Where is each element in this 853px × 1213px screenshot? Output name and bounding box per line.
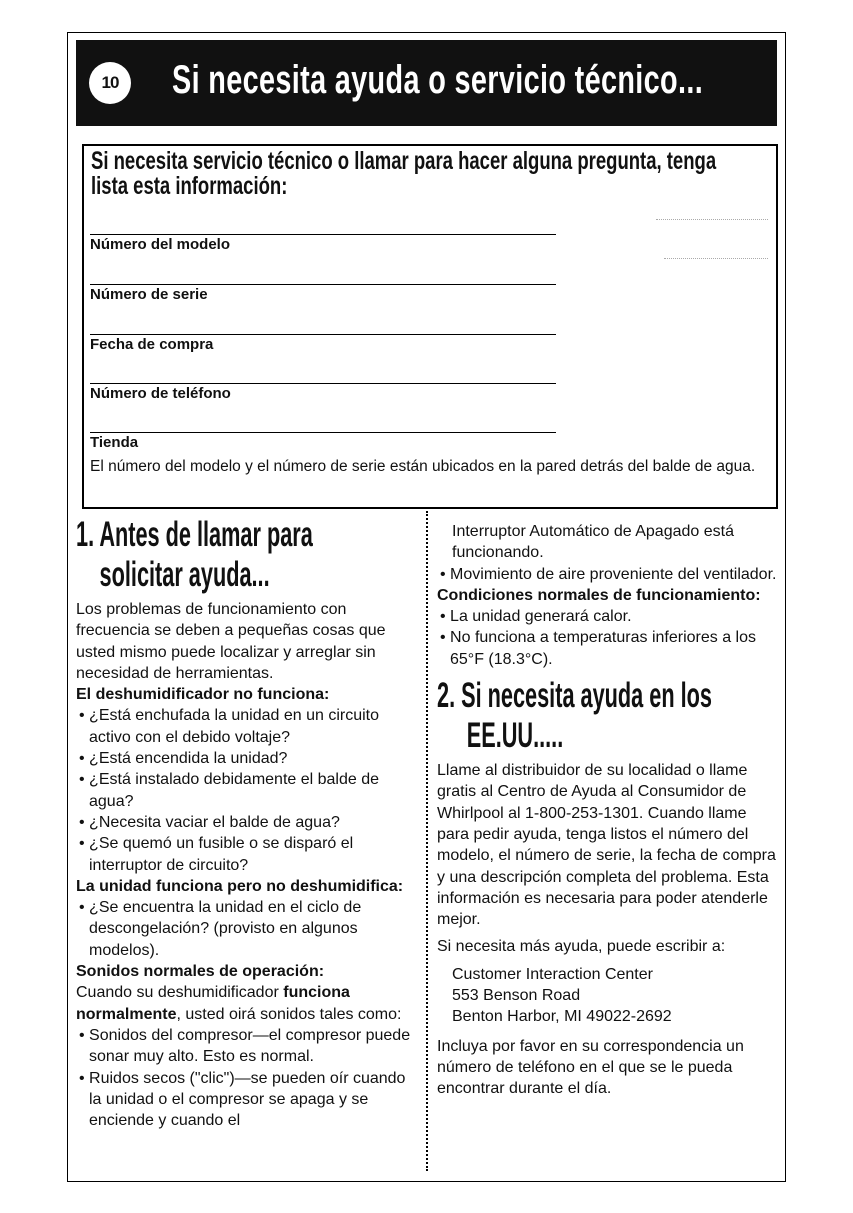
left-column <box>76 515 416 1131</box>
subheading-no-deshumidifica: La unidad funciona pero no deshumidifica: <box>76 877 404 895</box>
list-item: • No funciona a temperaturas inferiores a los 65°F (18.3°C). <box>440 629 756 668</box>
subheading-condiciones: Condiciones normales de funcionamiento: <box>437 586 761 604</box>
address-line: Benton Harbor, MI 49022-2692 <box>452 1008 672 1026</box>
info-box-heading: Si necesita servicio técnico o llamar para hacer alguna pregunta, tenga lista esta información: <box>91 147 717 200</box>
field-label: Fecha de compra <box>90 336 214 353</box>
section1-intro: Los problemas de funcionamiento con frecuencia se deben a pequeñas cosas que usted mismo puede localizar y arreglar sin necesidad de herramientas. <box>76 601 386 682</box>
scan-speckle <box>656 219 768 220</box>
list-item: • ¿Está instalado debidamente el balde de agua? <box>79 771 380 810</box>
write-intro: Si necesita más ayuda, puede escribir a: <box>437 938 726 956</box>
closing-text: Incluya por favor en su correspondencia un número de teléfono en el que se le pueda encontrar durante el día. <box>437 1037 744 1098</box>
section2-title-line2: EE.UU..... <box>466 716 564 756</box>
sonidos-paragraph <box>76 982 416 1025</box>
list-item: • ¿Está enchufada la unidad en un circuito activo con el debido voltaje? <box>79 707 380 746</box>
store-field <box>90 432 556 451</box>
list-item: • ¿Se encuentra la unidad en el ciclo de descongelación? (provisto en algunos modelos). <box>79 899 362 959</box>
service-info-box <box>82 144 778 509</box>
section-number-badge: 10 <box>89 62 131 104</box>
address-line: 553 Benson Road <box>452 987 581 1005</box>
phone-number-field <box>90 383 556 402</box>
serial-number-field <box>90 284 556 303</box>
list-item: • Movimiento de aire proveniente del ventilador. <box>440 565 777 583</box>
address-line: Customer Interaction Center <box>452 965 653 983</box>
section1-title-line2: solicitar ayuda... <box>99 555 270 594</box>
list-item: • ¿Está encendida la unidad? <box>79 750 288 768</box>
list-item: • ¿Se quemó un fusible o se disparó el interruptor de circuito? <box>79 835 354 874</box>
list-item: • Ruidos secos ("clic")—se pueden oír cuando la unidad o el compresor se apaga y se enciende y cuando el <box>79 1069 406 1130</box>
section1-title-line1: 1. Antes de llamar para <box>76 515 313 554</box>
info-box-note: El número del modelo y el número de serie están ubicados en la pared detrás del balde de agua. <box>90 458 756 475</box>
model-number-field <box>90 234 556 253</box>
section2-title-line1: 2. Si necesita ayuda en los <box>437 676 712 716</box>
purchase-date-field <box>90 334 556 353</box>
section2-body: Llame al distribuidor de su localidad o llame gratis al Centro de Ayuda al Consumidor de Whirlpool al 1-800-253-1301. Cuando llame para pedir ayuda, tenga listos el número del modelo, el número de serie, la fecha de compra y una descripción completa del problema. Esta información es necesaria para poder atenderle mejor. <box>437 762 776 929</box>
field-label: Número de teléfono <box>90 385 231 402</box>
column-divider <box>426 511 428 1171</box>
sonidos-text: Cuando su deshumidificador <box>76 984 284 1002</box>
list-item: • Sonidos del compresor—el compresor puede sonar muy alto. Esto es normal. <box>79 1026 411 1066</box>
field-label: Número del modelo <box>90 236 231 253</box>
scan-speckle <box>664 258 768 259</box>
section-header-bar <box>76 40 777 126</box>
sonidos-emphasis: funciona normalmente <box>76 984 350 1023</box>
sonidos-text: , usted oirá sonidos tales como: <box>176 1005 402 1023</box>
field-label: Número de serie <box>90 286 208 303</box>
field-label: Tienda <box>90 434 139 451</box>
continued-text: Interruptor Automático de Apagado está funcionando. <box>452 523 734 562</box>
subheading-sonidos: Sonidos normales de operación: <box>76 963 325 981</box>
right-column <box>437 521 781 1100</box>
section-title: Si necesita ayuda o servicio técnico... <box>172 58 704 102</box>
list-item: • La unidad generará calor. <box>440 608 632 626</box>
subheading-no-funciona: El deshumidificador no funciona: <box>76 686 330 704</box>
list-item: • ¿Necesita vaciar el balde de agua? <box>79 813 340 831</box>
